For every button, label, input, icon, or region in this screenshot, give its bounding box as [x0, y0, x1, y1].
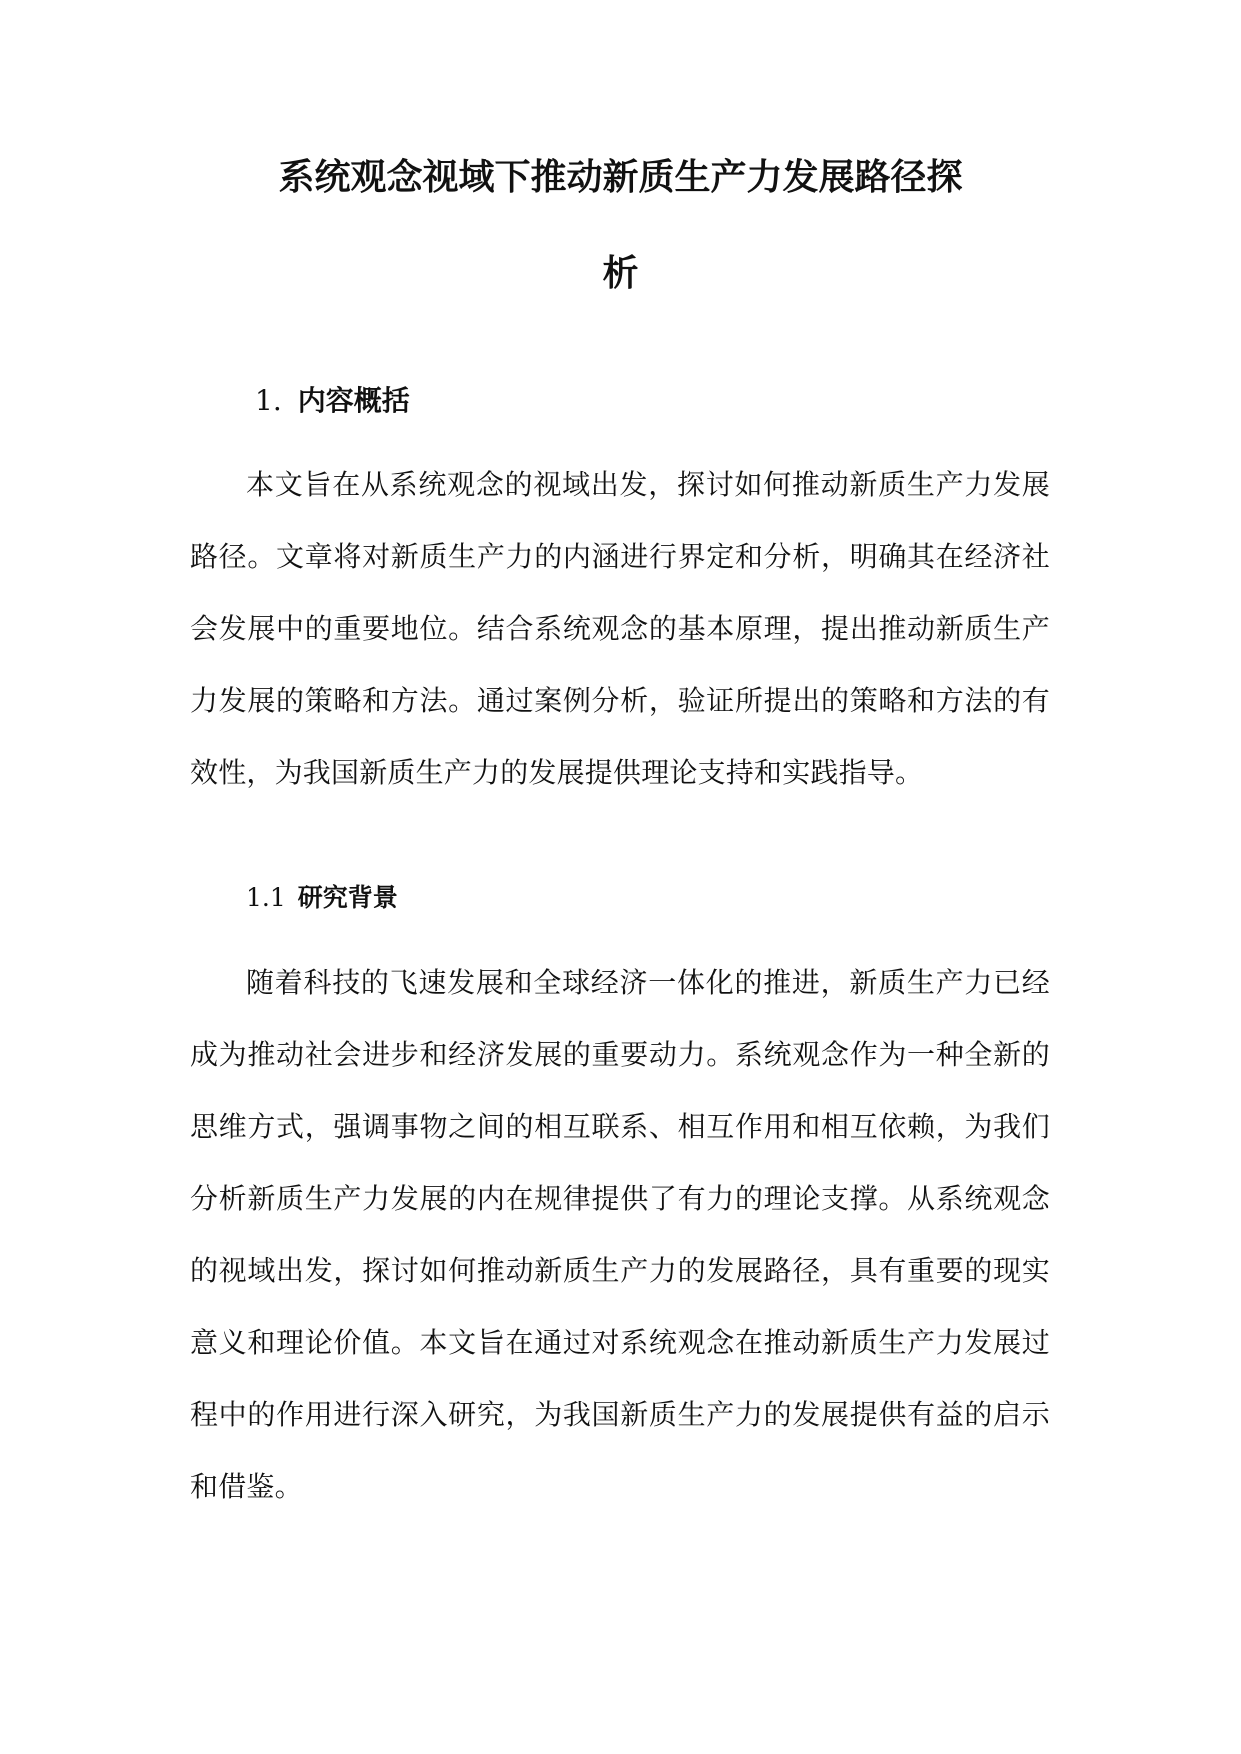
section-paragraph-1: 本文旨在从系统观念的视域出发，探讨如何推动新质生产力发展路径。文章将对新质生产力的内涵进行界定和分析，明确其在经济社会发展中的重要地位。结合系统观念的基本原理，提出推动新质生产力发展的策略和方法。通过案例分析，验证所提出的策略和方法的有效性，为我国新质生产力的发展提供理论支持和实践指导。	[190, 468, 1050, 789]
section-heading-1	[255, 384, 410, 418]
section-title-1: 内容概括	[297, 384, 410, 417]
section-title-1-1: 研究背景	[297, 883, 398, 912]
section-heading-1-1	[246, 882, 398, 914]
document-title-line-1: 系统观念视域下推动新质生产力发展路径探	[278, 157, 963, 198]
section-number-1-1: 1.1	[246, 883, 286, 912]
section-number-1: 1.	[255, 384, 282, 417]
document-title-line-2: 析	[602, 253, 639, 294]
section-paragraph-1-1: 随着科技的飞速发展和全球经济一体化的推进，新质生产力已经成为推动社会进步和经济发展的重要动力。系统观念作为一种全新的思维方式，强调事物之间的相互联系、相互作用和相互依赖，为我们分析新质生产力发展的内在规律提供了有力的理论支撑。从系统观念的视域出发，探讨如何推动新质生产力的发展路径，具有重要的现实意义和理论价值。本文旨在通过对系统观念在推动新质生产力发展过程中的作用进行深入研究，为我国新质生产力的发展提供有益的启示和借鉴。	[190, 966, 1050, 1503]
